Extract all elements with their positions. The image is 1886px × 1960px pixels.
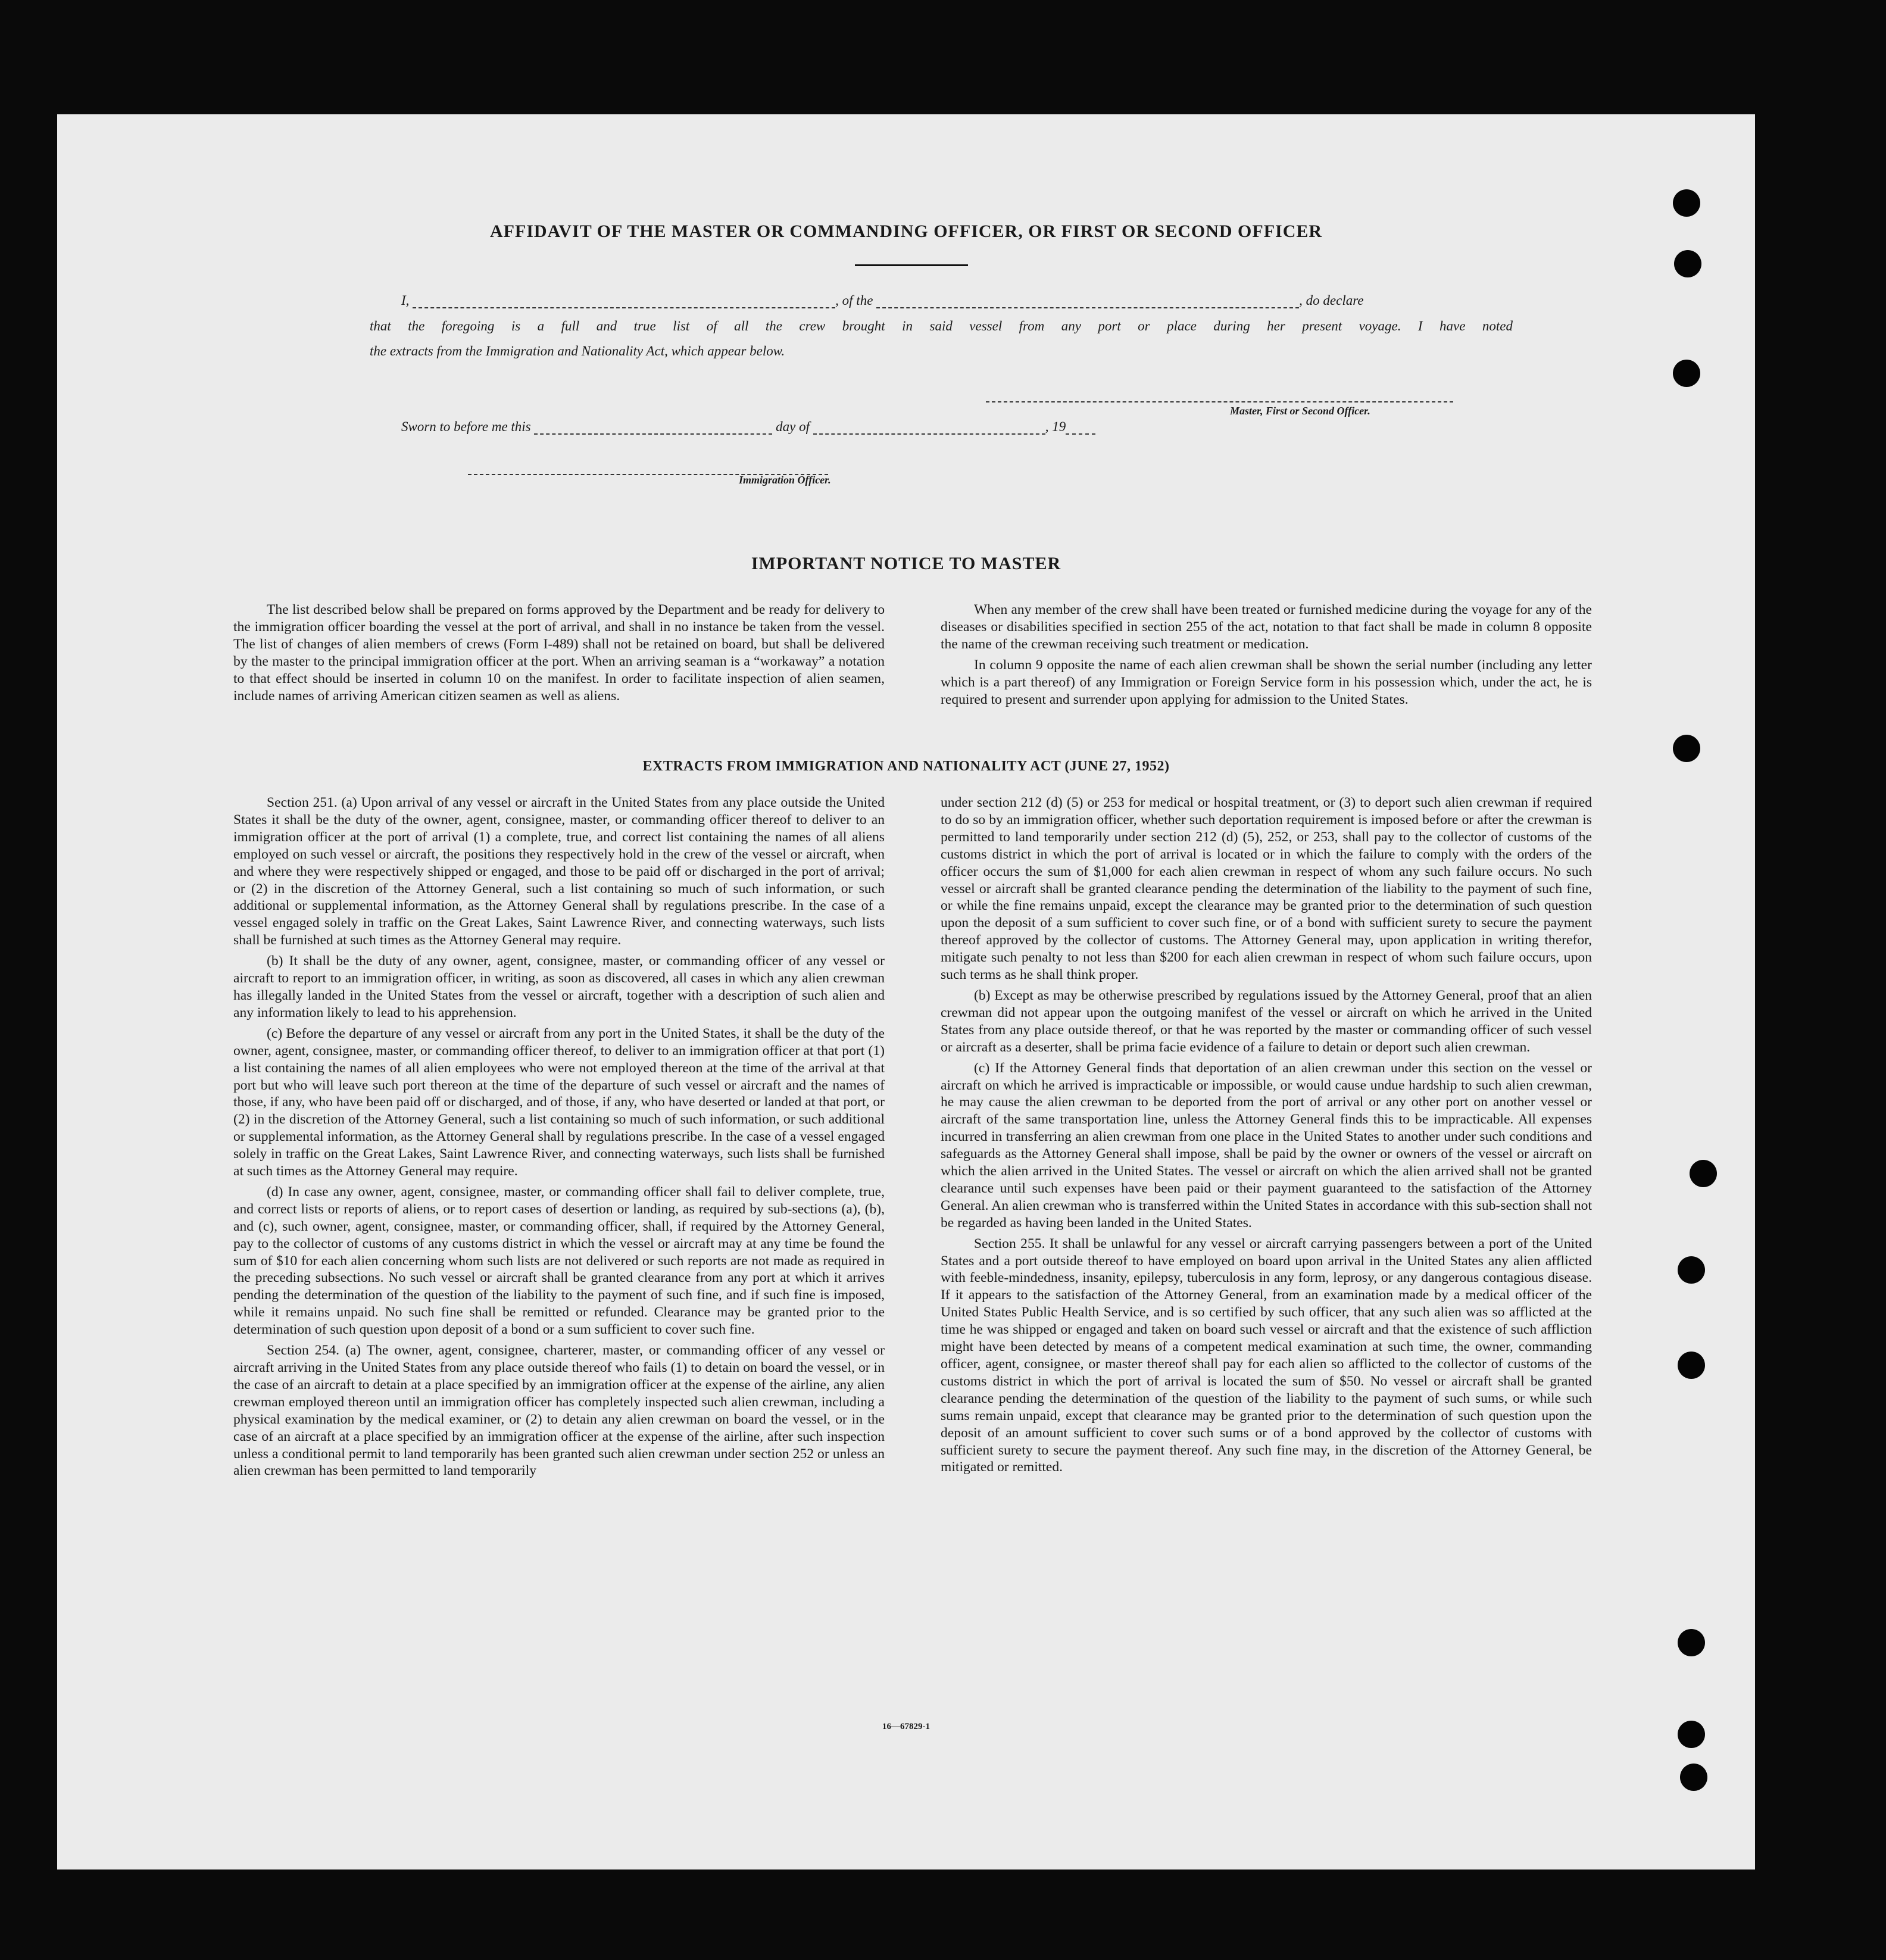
section-254-a-continued: under section 212 (d) (5) or 253 for medical or hospital treatment, or (3) to deport such alien crewman if required to do so by an immigration officer, whether such deportation requirement is imposed before or after the crewman is permitted to land temporarily under section 212 (d) (5), 252, or 253, shall pay to the collector of customs of the customs district in which the port of arrival is located or in which the failure to comply with the orders of the officer occurs the sum of $1,000 for each alien crewman in respect of whom any such failure occurs. No such vessel or aircraft shall be granted clearance pending the determination of the liability to the payment of such fine, or while the fine remains unpaid, except the clearance may be granted prior to the determination of such question upon the deposit of a sum sufficient to cover such fine, or of a bond with sufficient surety to secure the payment thereof approved by the collector of customs. The Attorney General may, upon application in writing therefor, mitigate such penalty to not less than $200 for each alien crewman in respect of whom such failure occurs, upon such terms as he shall think proper. xyxy=(941,795,1592,983)
notice-left-column xyxy=(233,601,885,704)
form-sheet xyxy=(57,114,1755,1870)
section-251-c: (c) Before the departure of any vessel or aircraft from any port in the United States, it shall be the duty of the owner, agent, consignee, master, or commanding officer thereof, to deliver to an immigration officer at that port (1) a list containing the names of all alien employees who were not employed thereon at the time of the arrival at that port but who will leave such port thereon at the time of the departure of such vessel or aircraft and the names of those, if any, who have been paid off or discharged, and of those, if any, who have deserted or landed at that port, or (2) in the discretion of the Attorney General, such a list containing so much of such information, or such additional or supplemental information, as the Attorney General shall by regulations prescribe. In the case of a vessel engaged solely in traffic on the Great Lakes, Saint Lawrence River, and connecting waterways, such lists shall be furnished at such times as the Attorney General may require. xyxy=(233,1025,885,1179)
sworn-line xyxy=(401,419,1095,435)
affidavit-title: AFFIDAVIT OF THE MASTER OR COMMANDING OFFICER, OR FIRST OR SECOND OFFICER xyxy=(489,221,1323,241)
form-code: 16—67829-1 xyxy=(882,1722,930,1731)
master-signature-line[interactable] xyxy=(986,388,1453,402)
punch-hole xyxy=(1680,1764,1707,1791)
section-251-b: (b) It shall be the duty of any owner, agent, consignee, master, or commanding officer of any vessel or aircraft to report to an immigration officer, in writing, as soon as discovered, all cases in which any alien crewman has illegally landed in the United States from the vessel or aircraft, together with a description of such alien and any information likely to lead to his apprehension. xyxy=(233,953,885,1020)
sworn-label: Sworn to before me this xyxy=(401,419,531,434)
notice-left-paragraph: The list described below shall be prepared on forms approved by the Department and be ready for delivery to the immigration officer boarding the vessel at the port of arrival, and shall in no instance be taken from the vessel. The list of changes of alien members of crews (Form I-489) shall not be retained on board, but shall be delivered by the master to the principal immigration officer at the port. When an arriving seaman is a “workaway” a notation to that effect should be inserted in column 10 on the manifest. In order to facilitate inspection of alien seamen, include names of arriving American citizen seamen as well as aliens. xyxy=(233,602,885,704)
title-underline xyxy=(855,264,968,266)
extracts-left-column xyxy=(233,794,885,1480)
punch-hole xyxy=(1673,360,1700,387)
sworn-year-blank[interactable] xyxy=(1066,420,1095,435)
of-the-label: , of the xyxy=(835,293,873,308)
declaration-line-2: the extracts from the Immigration and Nationality Act, which appear below. xyxy=(370,344,785,358)
declare-label: , do declare xyxy=(1299,293,1364,308)
extracts-title: EXTRACTS FROM IMMIGRATION AND NATIONALITY ACT (JUNE 27, 1952) xyxy=(642,759,1170,774)
punch-hole xyxy=(1678,1629,1705,1656)
officer-caption: Immigration Officer. xyxy=(739,474,831,486)
notice-right-paragraph-2: In column 9 opposite the name of each alien crewman shall be shown the serial number (including any letter which is a part thereof) of any Immigration or Foreign Service form in his possession which, under the act, he is required to present and surrender upon applying for admission to the United States. xyxy=(941,657,1592,707)
punch-hole xyxy=(1678,1256,1705,1284)
section-254-a: Section 254. (a) The owner, agent, consignee, charterer, master, or commanding officer of any vessel or aircraft arriving in the United States from any place outside thereof who fails (1) to detain on board the vessel, or in the case of an aircraft to detain at a place specified by an immigration officer at the expense of the airline, any alien crewman employed thereon until an immigration officer has completely inspected such alien crewman, including a physical examination by the medical examiner, or (2) to detain any alien crewman on board the vessel, or in the case of an aircraft at a place specified by an immigration officer at the expense of the airline, after such inspection unless a conditional permit to land temporarily has been granted such alien crewman under section 252 or unless an alien crewman has been permitted to land temporarily xyxy=(233,1343,885,1479)
section-255: Section 255. It shall be unlawful for any vessel or aircraft carrying passengers between a port of the United States and a port outside thereof to have employed on board upon arrival in the United States any alien afflicted with feeble-mindedness, insanity, epilepsy, tuberculosis in any form, leprosy, or any dangerous contagious disease. If it appears to the satisfaction of the Attorney General, from an examination made by a medical officer of the United States Public Health Service, and is so certified by such officer, that any such alien was so afflicted at the time he was shipped or engaged and taken on board such vessel or aircraft and that the existence of such affliction might have been detected by means of a competent medical examination at such time, the owner, commanding officer, agent, consignee, or master thereof shall pay for each alien so afflicted to the collector of customs of the customs district in which the port of arrival is located the sum of $50. No vessel or aircraft shall be granted clearance pending the determination of the question of the liability to the payment of such sums, or while such sums remain unpaid, except that clearance may be granted prior to the determination of such question upon the deposit of an amount sufficient to cover such sums or of a bond approved by the collector of customs with sufficient surety to secure the payment thereof. Any such fine may, in the discretion of the Attorney General, be mitigated or remitted. xyxy=(941,1235,1592,1475)
punch-hole xyxy=(1674,250,1701,277)
section-254-c: (c) If the Attorney General finds that deportation of an alien crewman under this section on the vessel or aircraft on which he arrived is impracticable or impossible, or would cause undue hardship to such alien crewman, he may cause the alien crewman to be deported from the port of arrival or any other port on another vessel or aircraft of the same transportation line, unless the Attorney General finds this to be impracticable. All expenses incurred in transferring an alien crewman from one place in the United States to another under such conditions and safeguards as the Attorney General shall impose, shall be paid by the owner or owners of the vessel or aircraft on which the alien arrived in the United States. The vessel or aircraft on which the alien arrived shall not be granted clearance until such expenses have been paid or their payment guaranteed to the satisfaction of the Attorney General. An alien crewman who is transferred within the United States in accordance with this sub-section shall not be regarded as having been landed in the United States. xyxy=(941,1060,1592,1231)
declaration-blank-line xyxy=(401,293,1515,308)
day-of-label: day of xyxy=(776,419,810,434)
notice-right-column xyxy=(941,601,1592,708)
declaration-line-1: that the foregoing is a full and true list of all the crew brought in said vessel from any port or place during her present voyage. I have noted xyxy=(370,319,1513,333)
section-251-d: (d) In case any owner, agent, consignee, master, or commanding officer shall fail to deliver complete, true, and correct lists or reports of aliens, or to report cases of desertion or landing, as required by sub-sections (a), (b), and (c), such owner, agent, consignee, master, or commanding officer, shall, if required by the Attorney General, pay to the collector of customs of any customs district in which the vessel or aircraft may at any time be found the sum of $10 for each alien concerning whom such lists are not delivered or such reports are not made as required in the preceding subsections. No such vessel or aircraft shall be granted clearance from any port at which it arrives pending the determination of the question of the liability to the payment of such fine, and if such fine is imposed, while it remains unpaid. No such fine shall be remitted or refunded. Clearance may be granted prior to the determination of such question upon deposit of a bond or a sum sufficient to cover such fine. xyxy=(233,1184,885,1338)
master-caption: Master, First or Second Officer. xyxy=(1230,405,1370,417)
i-label: I, xyxy=(401,293,410,308)
punch-hole xyxy=(1678,1352,1705,1379)
sworn-month-blank[interactable] xyxy=(813,420,1045,435)
punch-hole xyxy=(1690,1160,1717,1187)
section-251-a: Section 251. (a) Upon arrival of any vessel or aircraft in the United States from any place outside the United States it shall be the duty of the owner, agent, consignee, master, or commanding officer thereof to deliver to an immigration officer at the port of arrival (1) a complete, true, and correct list containing the names of all aliens employed on such vessel or aircraft, the positions they respectively hold in the crew of the vessel or aircraft, when and where they were respectively shipped or engaged, and those to be paid off or discharged in the port of arrival; or (2) in the discretion of the Attorney General, such a list containing so much of such information, or such additional or supplemental information, as the Attorney General shall by regulations prescribe. In the case of a vessel engaged solely in traffic on the Great Lakes, Saint Lawrence River, and connecting waterways, such lists shall be furnished at such times as the Attorney General may require. xyxy=(233,795,885,948)
punch-hole xyxy=(1673,735,1700,762)
punch-hole xyxy=(1678,1721,1705,1748)
vessel-blank[interactable] xyxy=(876,294,1299,308)
year-label: , 19 xyxy=(1045,419,1066,434)
name-blank[interactable] xyxy=(413,294,835,308)
officer-signature-line[interactable] xyxy=(468,461,828,475)
punch-hole xyxy=(1673,189,1700,217)
notice-right-paragraph-1: When any member of the crew shall have been treated or furnished medicine during the voyage for any of the diseases or disabilities specified in section 255 of the act, notation to that fact shall be made in column 8 opposite the name of the crewman receiving such treatment or medication. xyxy=(941,602,1592,652)
extracts-right-column xyxy=(941,794,1592,1476)
notice-title: IMPORTANT NOTICE TO MASTER xyxy=(751,554,1061,573)
sworn-day-blank[interactable] xyxy=(534,420,772,435)
section-254-b: (b) Except as may be otherwise prescribed by regulations issued by the Attorney General, proof that an alien crewman did not appear upon the outgoing manifest of the vessel or aircraft on which he arrived in the United States from any place outside thereof, or that he was reported by the master or commanding officer of such vessel or aircraft as a deserter, shall be prima facie evidence of a failure to detain or deport such alien crewman. xyxy=(941,987,1592,1055)
